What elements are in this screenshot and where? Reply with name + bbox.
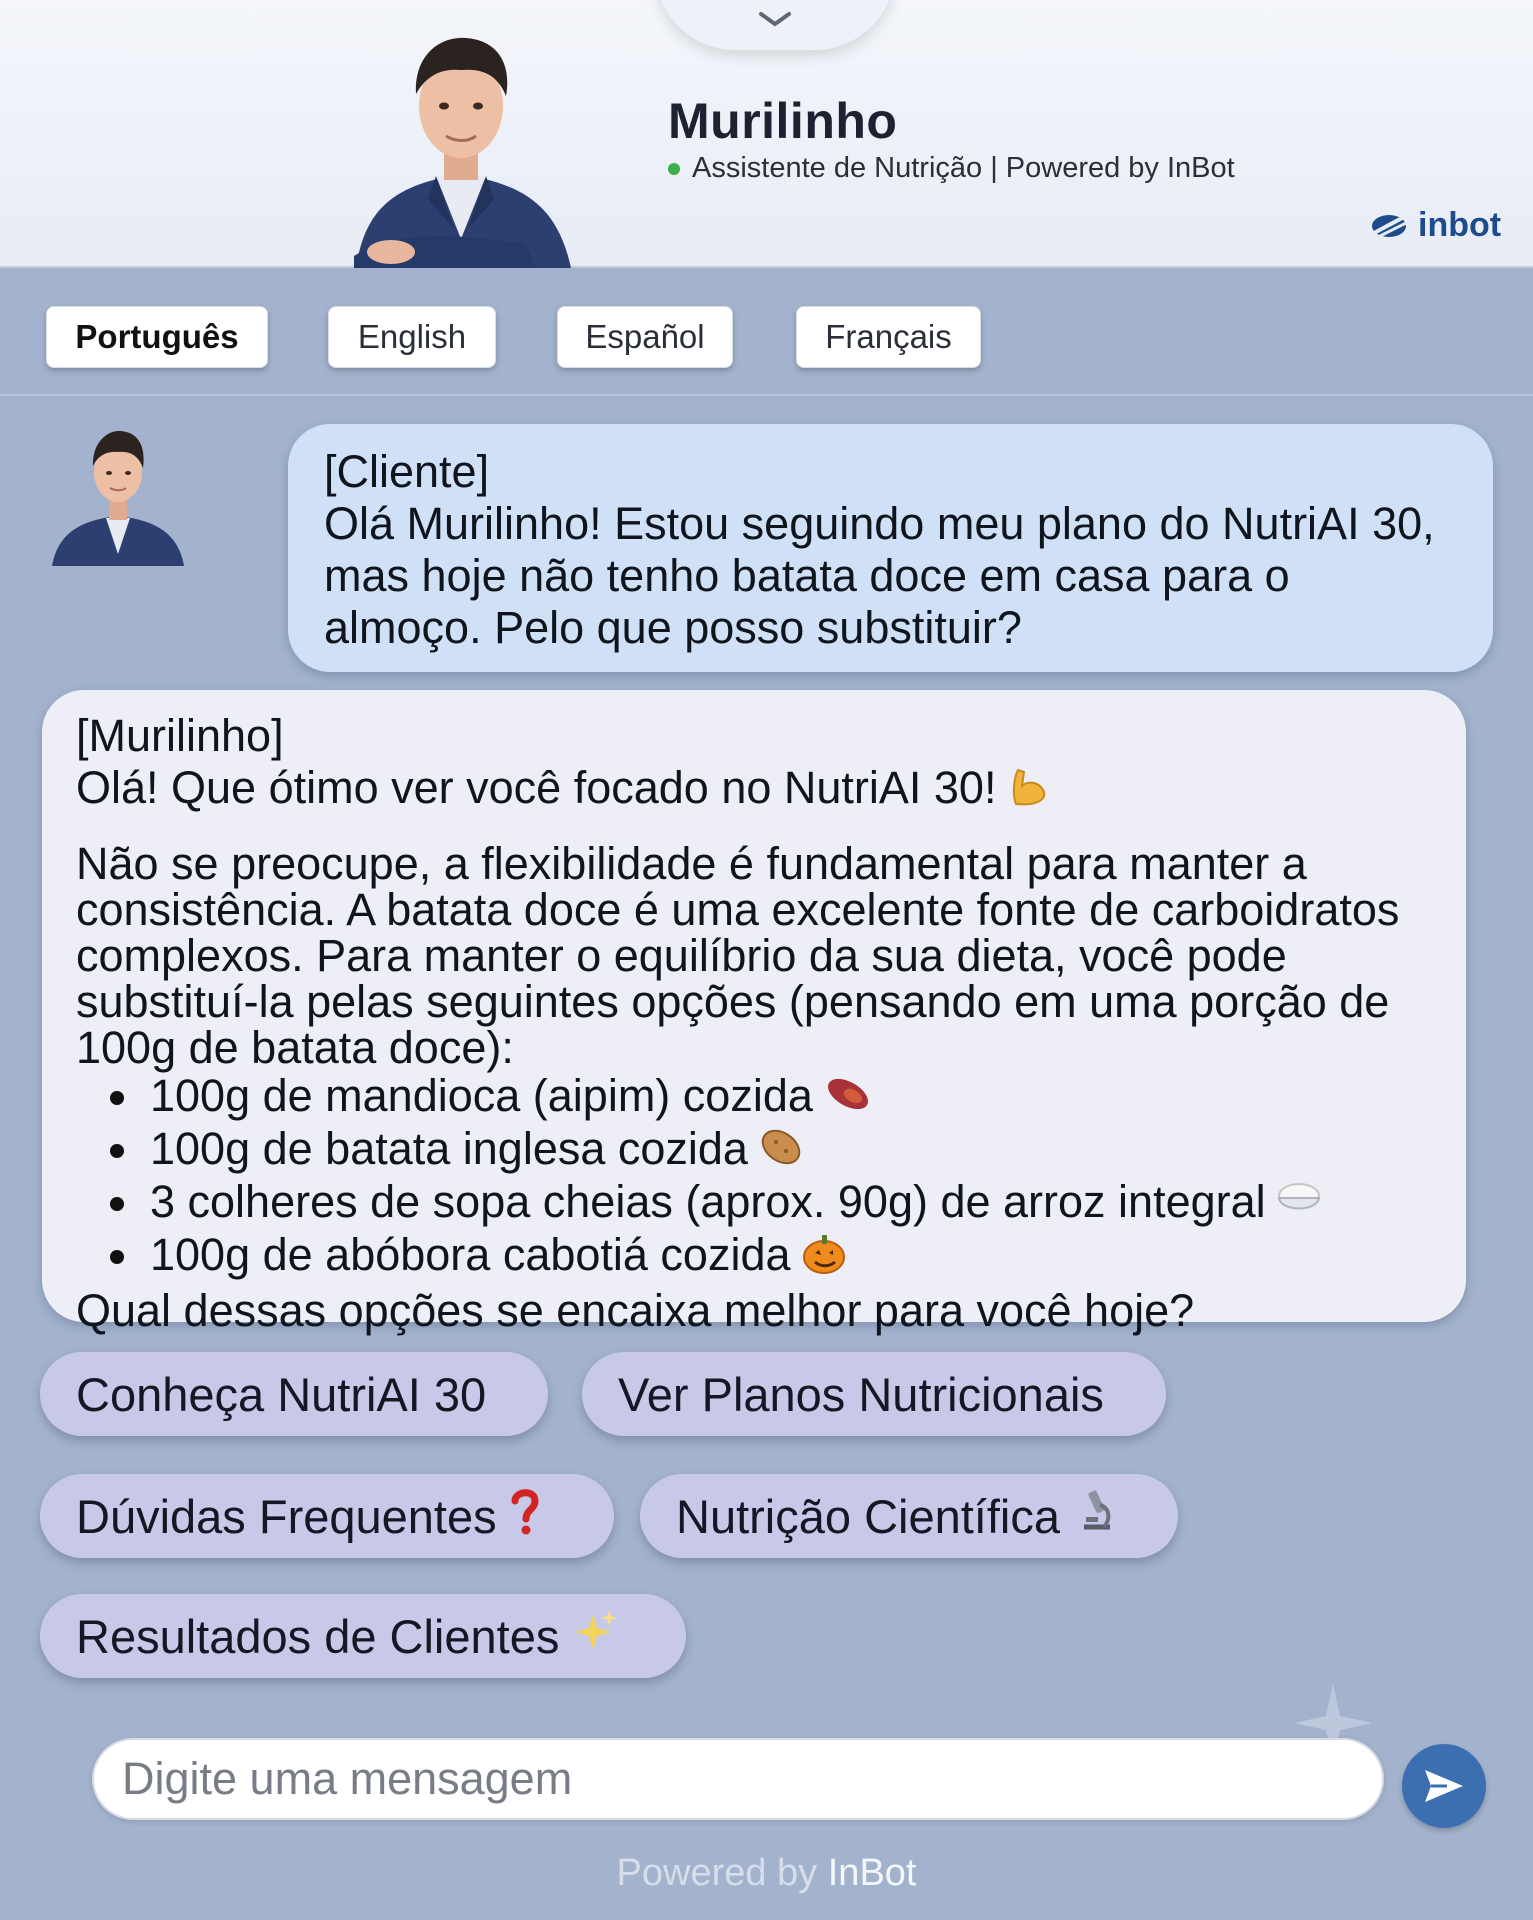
option-text: 100g de abóbora cabotiá cozida (150, 1228, 791, 1280)
footer-prefix: Powered by (616, 1852, 818, 1894)
quick-reply-plans[interactable] (582, 1352, 1166, 1436)
question-mark-icon (511, 1487, 539, 1546)
language-button-french[interactable]: Français (796, 306, 981, 368)
list-item (76, 1124, 1432, 1177)
language-button-spanish[interactable]: Español (557, 306, 733, 368)
user-message-text: Olá Murilinho! Estou seguindo meu plano do NutriAI 30, mas hoje não tenho batata doce em casa para o almoço. Pelo que posso substituir? (324, 498, 1435, 653)
bot-subtitle-row (668, 152, 1235, 185)
inbot-logo-icon (1370, 211, 1408, 241)
bot-subtitle: Assistente de Nutrição | Powered by InBot (692, 152, 1235, 184)
option-text: 100g de batata inglesa cozida (150, 1122, 748, 1174)
send-icon (1421, 1766, 1467, 1806)
online-status-icon (668, 163, 680, 175)
inbot-logo (1370, 206, 1501, 245)
quick-reply-results[interactable] (40, 1594, 686, 1678)
chip-label: Dúvidas Frequentes (76, 1489, 497, 1543)
sweet-potato-icon (823, 1074, 873, 1124)
option-text: 100g de mandioca (aipim) cozida (150, 1069, 813, 1121)
footer-brand-link[interactable]: InBot (827, 1852, 917, 1894)
sparkles-icon (573, 1608, 619, 1665)
bot-avatar-large (336, 24, 586, 268)
chip-label: Nutrição Científica (676, 1489, 1060, 1543)
list-item (76, 1071, 1432, 1124)
message-input[interactable] (94, 1740, 1382, 1818)
user-message-bubble (288, 424, 1493, 672)
chip-label: Resultados de Clientes (76, 1609, 560, 1663)
chip-label: Ver Planos Nutricionais (618, 1367, 1104, 1421)
bot-question: Qual dessas opções se encaixa melhor para você hoje? (76, 1285, 1195, 1337)
bot-avatar-small (48, 420, 188, 566)
chat-header (0, 0, 1533, 268)
message-input-wrapper (92, 1738, 1384, 1820)
user-message-sender: [Cliente] (324, 446, 490, 497)
language-button-english[interactable]: English (328, 306, 496, 368)
chevron-down-icon (755, 8, 795, 32)
bot-greeting-row (76, 762, 1432, 819)
list-item (76, 1177, 1432, 1230)
footer-powered-by (0, 1852, 1533, 1895)
substitution-list (76, 1071, 1432, 1285)
language-button-portuguese[interactable]: Português (46, 306, 268, 368)
pumpkin-icon (801, 1231, 847, 1285)
quick-reply-faq[interactable] (40, 1474, 614, 1558)
rice-bowl-icon (1276, 1180, 1322, 1230)
bot-name: Murilinho (668, 93, 898, 149)
potato-icon (758, 1127, 804, 1177)
collapse-toggle[interactable] (655, 0, 895, 50)
quick-reply-science[interactable] (640, 1474, 1178, 1558)
send-button[interactable] (1402, 1744, 1486, 1828)
bot-paragraph: Não se preocupe, a flexibilidade é fundamental para manter a consistência. A batata doce é uma excelente fonte de carboidratos complexos. Para manter o equilíbrio da sua dieta, você pode substituí-la pelas seguintes opções (pensando em uma porção de 100g de batata doce): (76, 837, 1400, 1073)
chip-label: Conheça NutriAI 30 (76, 1367, 487, 1421)
bot-message-bubble (42, 690, 1466, 1337)
option-text: 3 colheres de sopa cheias (aprox. 90g) de arroz integral (150, 1175, 1266, 1227)
list-item (76, 1230, 1432, 1285)
inbot-logo-text: inbot (1418, 206, 1502, 244)
bot-message-sender: [Murilinho] (76, 710, 284, 761)
flexed-biceps-icon (1006, 764, 1050, 819)
language-selector (0, 270, 1533, 396)
quick-reply-nutriai[interactable] (40, 1352, 548, 1436)
microscope-icon (1074, 1487, 1118, 1546)
bot-greeting: Olá! Que ótimo ver você focado no NutriAI 30! (76, 762, 997, 813)
